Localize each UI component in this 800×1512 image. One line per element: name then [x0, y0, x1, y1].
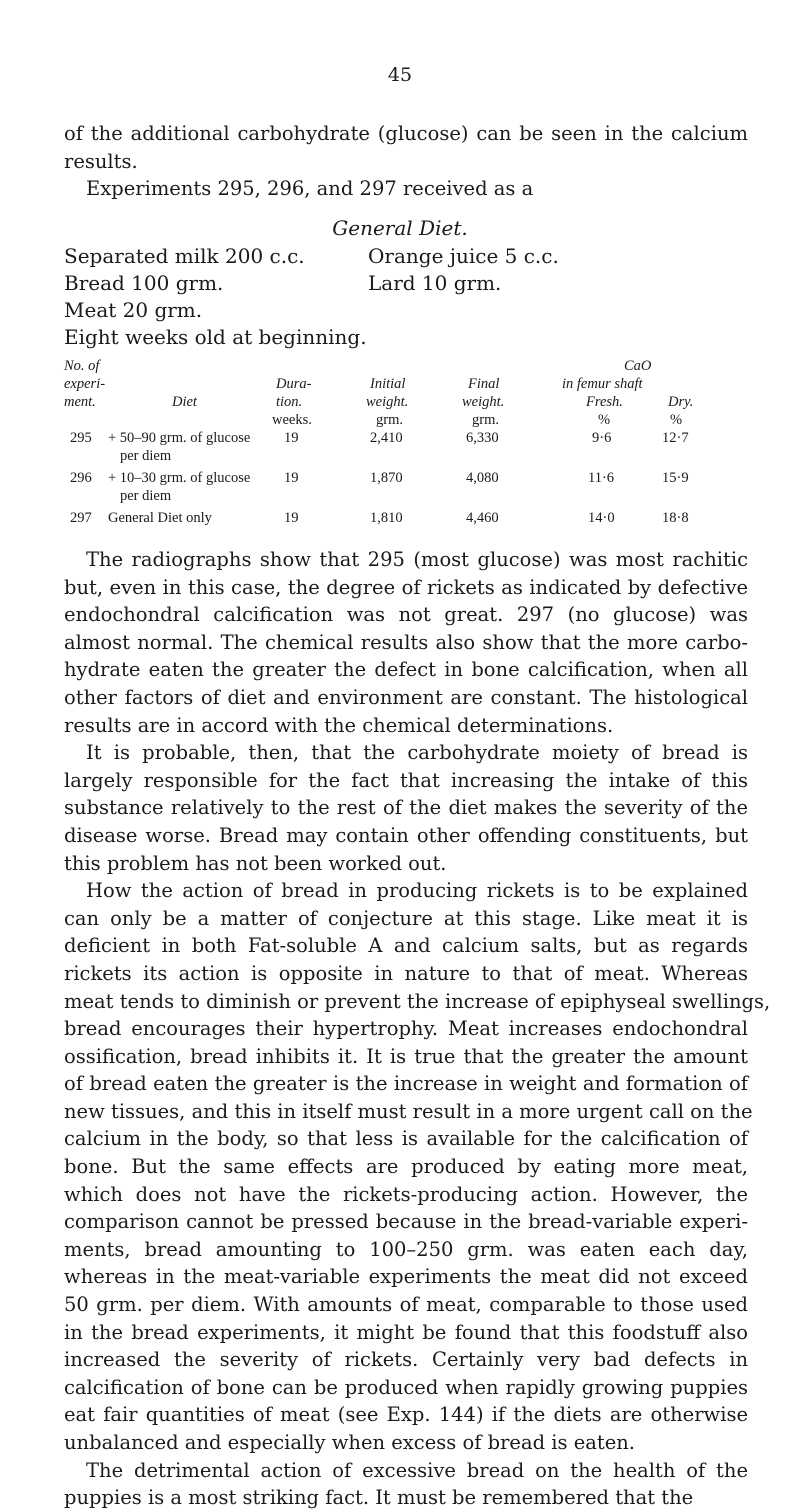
cell-dry: 15·9: [662, 470, 689, 486]
header-no: ment.: [64, 394, 96, 410]
body-line: can only be a matter of conjecture at this stage. Like meat it is: [64, 906, 748, 930]
page-number: 45: [387, 64, 413, 86]
header-initial: Initial: [370, 376, 406, 392]
cell-fresh: 11·6: [588, 470, 615, 486]
cell-dry: 12·7: [662, 430, 689, 446]
body-line: almost normal. The chemical results also show that the more carbo-: [64, 630, 748, 654]
body-line: hydrate eaten the greater the defect in bone calcification, when all: [64, 658, 748, 682]
body-line: bread encourages their hypertrophy. Meat increases endochondral: [64, 1017, 748, 1041]
diet-item: Orange juice 5 c.c.: [368, 244, 559, 268]
header-final: weight.: [462, 394, 505, 410]
header-initial: weight.: [366, 394, 409, 410]
header-fresh: Fresh.: [586, 394, 623, 410]
header-duration-unit: weeks.: [272, 412, 312, 428]
body-line: bone. But the same effects are produced by eating more meat,: [64, 1155, 748, 1179]
diet-heading: General Diet.: [332, 216, 468, 240]
body-line: this problem has not been worked out.: [64, 851, 447, 875]
body-line: increased the severity of rickets. Certainly very bad defects in: [64, 1348, 748, 1372]
diet-item: Separated milk 200 c.c.: [64, 244, 305, 268]
body-line: but, even in this case, the degree of rickets as indicated by defective: [64, 575, 748, 599]
body-line: 50 grm. per diem. With amounts of meat, comparable to those used: [64, 1293, 748, 1317]
body-line: calcium in the body, so that less is available for the calcification of: [64, 1127, 748, 1151]
body-line: rickets its action is opposite in nature to that of meat. Whereas: [64, 961, 748, 985]
body-line: new tissues, and this in itself must result in a more urgent call on the: [64, 1099, 753, 1123]
body-line: The radiographs show that 295 (most glucose) was most rachitic: [86, 548, 748, 571]
cell-final: 4,080: [466, 470, 499, 486]
cell-final: 4,460: [466, 510, 499, 526]
body-text: [64, 546, 771, 1512]
header-final-unit: grm.: [472, 412, 499, 428]
body-line: whereas in the meat-variable experiments the meat did not exceed: [64, 1265, 748, 1289]
intro-line: of the additional carbohydrate (glucose) can be seen in the calcium: [64, 122, 748, 145]
header-duration: tion.: [276, 394, 303, 410]
body-line: which does not have the rickets-producing action. However, the: [64, 1182, 748, 1206]
cell-no: 296: [70, 470, 92, 486]
cell-no: 295: [70, 430, 92, 446]
body-line: How the action of bread in producing rickets is to be explained: [86, 879, 748, 903]
intro-line: Experiments 295, 296, and 297 received as a: [86, 177, 534, 201]
cell-duration: 19: [284, 510, 299, 526]
body-line: results are in accord with the chemical determinations.: [64, 713, 614, 737]
intro-paragraph: [64, 120, 748, 203]
header-diet: Diet: [172, 394, 197, 410]
body-line: substance relatively to the rest of the diet makes the severity of the: [64, 796, 748, 820]
body-line: eat fair quantities of meat (see Exp. 144) if the diets are otherwise: [64, 1403, 748, 1427]
header-final: Final: [468, 376, 500, 392]
diet-note: Eight weeks old at beginning.: [64, 325, 367, 349]
body-line: calcification of bone can be produced when rapidly growing puppies: [64, 1375, 748, 1399]
header-dry: Dry.: [668, 394, 694, 410]
body-line: of bread eaten the greater is the increase in weight and formation of: [64, 1072, 748, 1096]
body-line: endochondral calcification was not great. 297 (no glucose) was: [64, 603, 748, 627]
cell-initial: 2,410: [370, 430, 403, 446]
body-line: ossification, bread inhibits it. It is true that the greater the amount: [64, 1044, 748, 1068]
body-line: The detrimental action of excessive bread on the health of the: [86, 1458, 748, 1482]
cell-diet: per diem: [120, 448, 172, 464]
diet-item: Meat 20 grm.: [64, 298, 203, 322]
cell-duration: 19: [284, 470, 299, 486]
cell-diet: per diem: [120, 488, 172, 504]
body-line: unbalanced and especially when excess of bread is eaten.: [64, 1431, 636, 1454]
cell-diet: + 10–30 grm. of glucose: [108, 470, 251, 486]
header-no: No. of: [64, 358, 100, 374]
intro-line: results.: [64, 149, 138, 173]
cell-initial: 1,810: [370, 510, 403, 526]
cell-dry: 18·8: [662, 510, 689, 526]
cell-diet: + 50–90 grm. of glucose: [108, 430, 251, 446]
body-line: in the bread experiments, it might be found that this foodstuff also: [64, 1320, 748, 1344]
body-line: ments, bread amounting to 100–250 grm. was eaten each day,: [64, 1237, 748, 1261]
header-dry-unit: %: [670, 412, 683, 428]
header-cao: CaO: [624, 358, 652, 374]
body-line: meat tends to diminish or prevent the increase of epiphyseal swellings,: [64, 989, 771, 1013]
cell-final: 6,330: [466, 430, 499, 446]
body-line: It is probable, then, that the carbohydrate moiety of bread is: [86, 741, 748, 765]
cell-fresh: 9·6: [592, 430, 612, 446]
body-line: puppies is a most striking fact. It must be remembered that the: [64, 1486, 694, 1510]
cell-diet: General Diet only: [108, 510, 212, 526]
body-line: deficient in both Fat-soluble A and calcium salts, but as regards: [64, 934, 748, 958]
header-fresh-unit: %: [598, 412, 611, 428]
cell-duration: 19: [284, 430, 299, 446]
header-duration: Dura-: [276, 376, 312, 392]
body-line: other factors of diet and environment are constant. The histological: [64, 685, 748, 709]
header-initial-unit: grm.: [376, 412, 403, 428]
body-line: disease worse. Bread may contain other offending constituents, but: [64, 823, 748, 847]
body-line: comparison cannot be pressed because in the bread-variable experi-: [64, 1210, 748, 1234]
cell-initial: 1,870: [370, 470, 403, 486]
cell-fresh: 14·0: [588, 510, 615, 526]
header-cao: in femur shaft: [562, 376, 643, 392]
diet-item: Lard 10 grm.: [368, 271, 502, 295]
header-no: experi-: [64, 376, 106, 392]
cell-no: 297: [70, 510, 92, 526]
body-line: largely responsible for the fact that increasing the intake of this: [64, 768, 748, 792]
diet-item: Bread 100 grm.: [64, 271, 224, 295]
